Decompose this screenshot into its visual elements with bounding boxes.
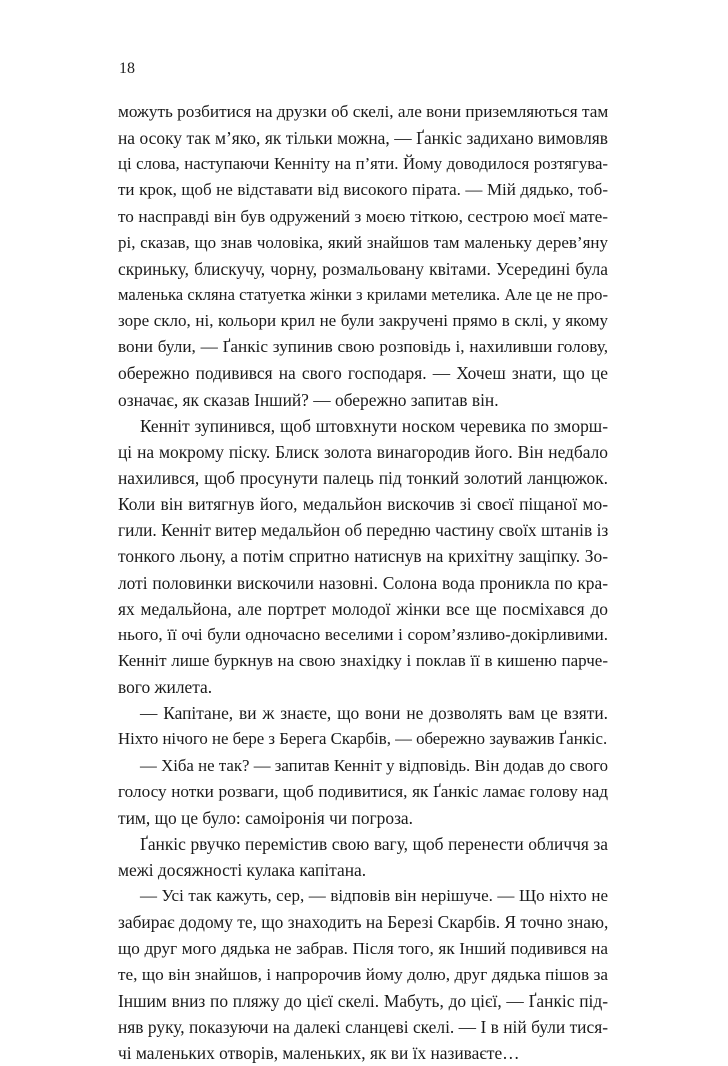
text-line: означає, як сказав Інший? — обережно запитав він.: [118, 389, 499, 410]
text-line: Іншим вниз по пляжу до цієї скелі. Мабуть, до цієї, — Ґанкіс під-: [118, 990, 608, 1011]
text-line: ти крок, щоб не відставати від високого пірата. — Мій дядько, тоб-: [118, 180, 608, 200]
text-line: — Хіба не так? — запитав Кенніт у відповідь. Він додав до свого: [140, 755, 608, 775]
text-line: можуть розбитися на друзки об скелі, але вони приземляються там: [118, 102, 609, 121]
text-line: ці слова, наступаючи Кенніту на п’яти. Йому доводилося розтягува-: [118, 154, 608, 174]
text-line: те, що він знайшов, і напророчив йому долю, друг дядька пішов за: [118, 964, 608, 984]
text-line: чі маленьких отворів, маленьких, як ви їх називаєте…: [118, 1043, 520, 1064]
text-line: — Капітане, ви ж знаєте, що вони не дозволять вам це взяти.: [140, 703, 608, 724]
text-line: межі досяжності кулака капітана.: [118, 860, 367, 881]
text-line: що друг мого дядька не забрав. Після того, як Інший подивився на: [118, 938, 608, 958]
text-line: тонкого льону, а потім спритно натиснув на крихітну защіпку. Зо-: [118, 546, 608, 567]
text-line: Кенніт зупинився, щоб штовхнути носком черевика по зморш-: [140, 415, 608, 436]
text-line: Ґанкіс рвучко перемістив свою вагу, щоб перенести обличчя за: [140, 833, 608, 854]
text-line: вого жилета.: [118, 677, 213, 698]
text-line: вони були, — Ґанкіс зупинив свою розповідь і, нахиливши голову,: [118, 337, 608, 357]
text-line: лоті половинки вискочили назовні. Солона вода проникла по кра-: [118, 572, 608, 593]
text-line: ці на мокрому піску. Блиск золота винагородив його. Він недбало: [118, 441, 608, 462]
text-line: Ніхто нічого не бере з Берега Скарбів, — обережно зауважив Ґанкіс.: [118, 729, 608, 749]
page-number: 18: [119, 60, 135, 77]
text-line: няв руку, показуючи на далекі сланцеві скелі. — І в ній були тися-: [118, 1016, 608, 1037]
text-line: на осоку так м’яко, як тільки можна, — Ґанкіс задихано вимовляв: [118, 128, 608, 149]
text-line: забирає додому те, що знаходить на Березі Скарбів. Я точно знаю,: [118, 912, 609, 933]
text-line: нього, її очі були одночасно веселими і сором’язливо-докірливими.: [118, 624, 608, 644]
text-line: голосу нотки розваги, щоб подивитися, як Ґанкіс ламає голову над: [118, 781, 608, 801]
text-line: гили. Кенніт витер медальйон об передню частину своїх штанів із: [118, 520, 609, 541]
text-line: нахилився, щоб просунути палець під тонкий золотий ланцюжок.: [118, 467, 608, 488]
text-line: Коли він витягнув його, медальйон вискочив зі своєї піщаної мо-: [118, 494, 608, 515]
text-line: — Усі так кажуть, сер, — відповів він нерішуче. — Що ніхто не: [140, 886, 608, 906]
text-line: обережно подивився на свого господаря. — Хочеш знати, що це: [118, 363, 608, 384]
text-line: тим, що це було: самоіронія чи погроза.: [118, 807, 414, 828]
text-line: рі, сказав, що знав чоловіка, який знайшов там маленьку дерев’яну: [118, 232, 608, 252]
text-line: ях медальйона, але портрет молодої жінки все ще посміхався до: [118, 598, 608, 619]
text-line: то насправді він був одружений з моєю тіткою, сестрою моєї мате-: [118, 206, 608, 226]
text-line: Кенніт лише буркнув на свою знахідку і поклав її в кишеню парче-: [118, 650, 608, 670]
body-text: [118, 99, 608, 1066]
text-line: зоре скло, ні, кольори крил не були закручені прямо в склі, у якому: [118, 311, 608, 331]
text-line: скриньку, блискучу, чорну, розмальовану квітами. Усередині була: [118, 258, 608, 279]
text-line: маленька скляна статуетка жінки з крилами метелика. Але це не про-: [118, 284, 608, 304]
